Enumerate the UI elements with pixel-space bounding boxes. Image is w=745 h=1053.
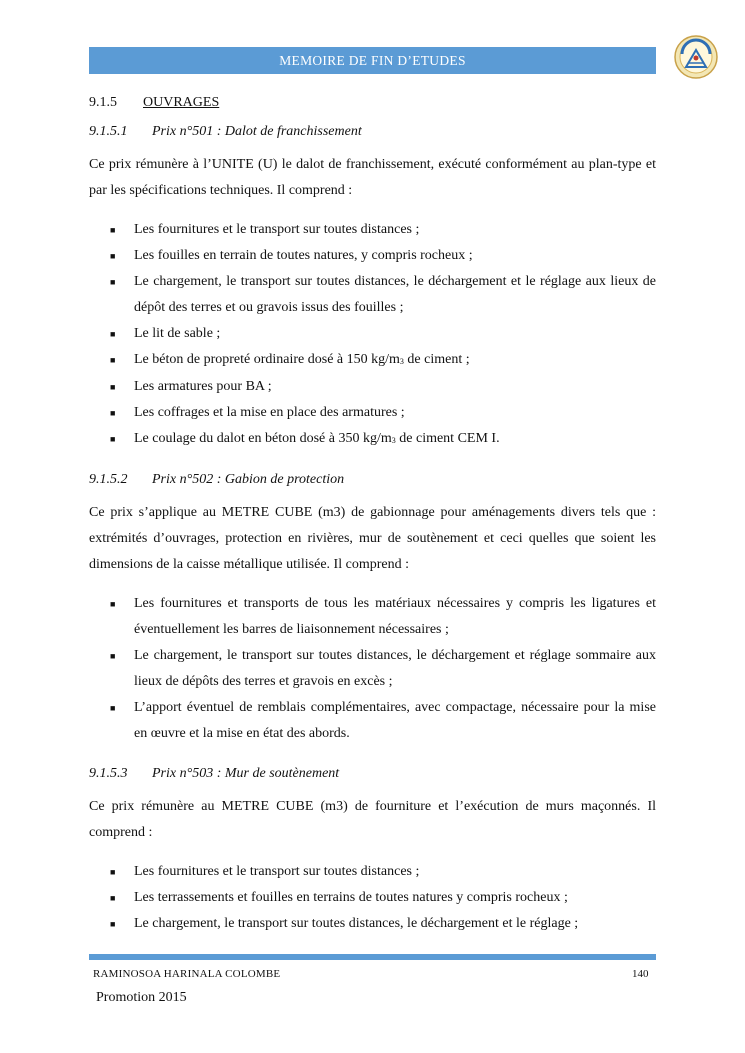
list-item: ■ L’apport éventuel de remblais complémentaires, avec compactage, nécessaire pour la mise en œuvre et la mise en état des abords. [89,695,656,747]
square-bullet-icon: ■ [110,867,116,877]
paragraph: Ce prix rémunère à l’UNITE (U) le dalot de franchissement, exécuté conformément au plan-type et par les spécifications techniques. Il comprend : [89,157,656,198]
subsection-heading [89,761,656,787]
list-item: ■ Les fournitures et le transport sur toutes distances ; [89,859,656,885]
list-item: ■ Le chargement, le transport sur toutes distances, le déchargement et réglage sommaire aux lieux de dépôts des terres et gravois en excès ; [89,643,656,695]
square-bullet-icon: ■ [110,893,116,903]
subsection-title: Prix n°503 : Mur de soutènement [152,766,340,781]
bullet-list [89,859,656,937]
square-bullet-icon: ■ [110,434,116,444]
section-number: 9.1.5 [89,95,117,110]
list-item: ■ Les fouilles en terrain de toutes natures, y compris rocheux ; [89,243,656,269]
square-bullet-icon: ■ [110,329,116,339]
square-bullet-icon: ■ [110,277,116,287]
square-bullet-icon: ■ [110,382,116,392]
footer-promotion: Promotion 2015 [96,990,187,1005]
square-bullet-icon: ■ [110,599,116,609]
subsection-heading [89,119,656,145]
square-bullet-icon: ■ [110,703,116,713]
square-bullet-icon: ■ [110,919,116,929]
square-bullet-icon: ■ [110,408,116,418]
page-header-bar [89,47,656,74]
subsection-number: 9.1.5.2 [89,472,128,487]
list-item: ■ Le chargement, le transport sur toutes distances, le déchargement et le réglage aux lieux de dépôt des terres et ou gravois issus des fouilles ; [89,269,656,321]
subsection-title: Prix n°501 : Dalot de franchissement [152,124,362,139]
square-bullet-icon: ■ [110,355,116,365]
list-item: ■ Le béton de propreté ordinaire dosé à 150 $kg/m_3$ de ciment ; [89,347,656,374]
list-item: ■ Le lit de sable ; [89,321,656,347]
university-emblem-icon [673,34,719,80]
subsection-heading [89,467,656,493]
list-item: ■ Les coffrages et la mise en place des armatures ; [89,400,656,426]
list-item: ■ Le chargement, le transport sur toutes distances, le déchargement et le réglage ; [89,911,656,937]
paragraph: Ce prix s’applique au METRE CUBE (m3) de gabionnage pour aménagements divers tels que : extrémités d’ouvrages, protection en rivières, mur de soutènement et ceci quelles que soient les dimensions de la caisse métallique utilisée. Il comprend : [89,505,656,572]
section-heading [89,90,656,116]
section-title: OUVRAGES [143,95,220,110]
list-item: ■ Les fournitures et transports de tous les matériaux nécessaires y compris les ligatures et éventuellement les barres de liaisonnement nécessaires ; [89,591,656,643]
list-item: ■ Les armatures pour BA ; [89,374,656,400]
footer-divider [89,954,656,960]
document-body [89,90,656,951]
square-bullet-icon: ■ [110,651,116,661]
bullet-list [89,591,656,747]
subsection-number: 9.1.5.1 [89,124,128,139]
subsection-title: Prix n°502 : Gabion de protection [152,472,345,487]
page-number: 140 [632,968,649,980]
footer-author: RAMINOSOA HARINALA COLOMBE [93,968,281,980]
list-item: ■ Les terrassements et fouilles en terrains de toutes natures y compris rocheux ; [89,885,656,911]
square-bullet-icon: ■ [110,225,116,235]
paragraph: Ce prix rémunère au METRE CUBE (m3) de fourniture et l’exécution de murs maçonnés. Il comprend : [89,799,656,840]
header-title: MEMOIRE DE FIN D’ETUDES [279,52,466,68]
list-item: ■ Les fournitures et le transport sur toutes distances ; [89,217,656,243]
bullet-list [89,217,656,453]
square-bullet-icon: ■ [110,251,116,261]
subsection-number: 9.1.5.3 [89,766,128,781]
list-item: ■ Le coulage du dalot en béton dosé à 350 $kg/m_3$ de ciment CEM I. [89,426,656,453]
